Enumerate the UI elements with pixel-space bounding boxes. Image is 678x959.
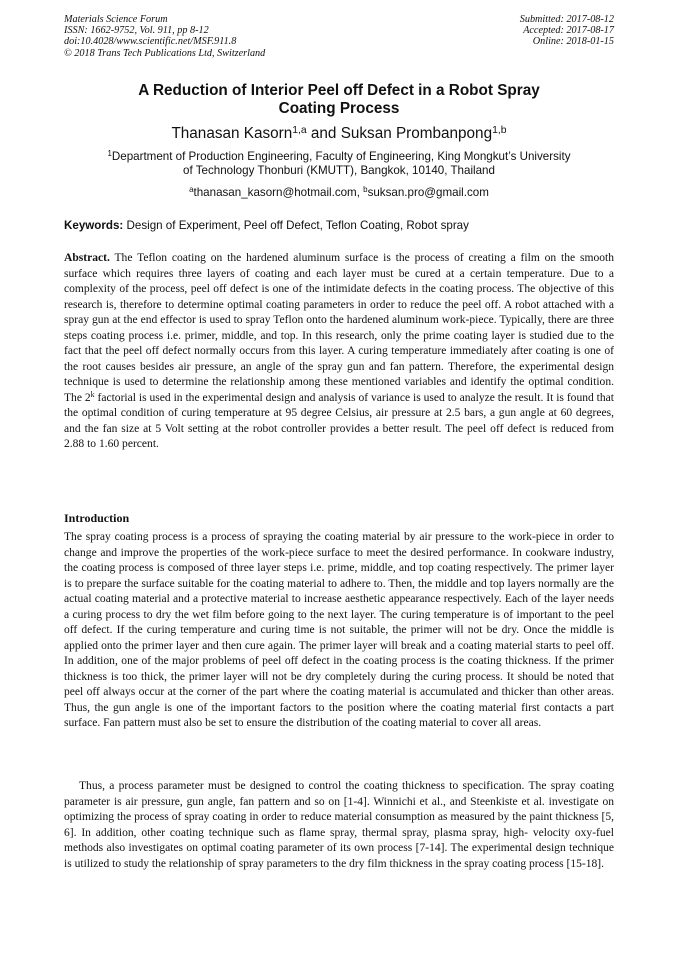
introduction-paragraph-2: Thus, a process parameter must be designed to control the coating thickness to specification. The spray coating parameter is air pressure, gun angle, fan pattern and so on [1-4]. Winnichi et al., and Steenkiste et al. investigate on optimizing the process of spray coating in order to reduce material consumption as measured by the paint thickness [5, 6]. In addition, other coating technique such as flame spray, thermal spray, plasma spray, high- velocity oxy-fuel methods also investigates on optimal coating parameter of its own process [7-14]. The experimental design technique is utilized to study the relationship of spray parameters to the dry film thickness in the spray coating process [15-18]. bbox=[64, 780, 614, 870]
journal-info bbox=[64, 14, 265, 59]
author-list bbox=[64, 125, 614, 143]
author-2-affiliation-mark: 1,b bbox=[492, 124, 507, 136]
affiliation-mark: 1 bbox=[107, 149, 112, 159]
author-1-affiliation-mark: 1,a bbox=[292, 124, 307, 136]
introduction-paragraph-1: The spray coating process is a process of spraying the coating material by air pressure to the work-piece in order to change and improve the properties of the work-piece surface to meet the desired performance. In cookware industry, the coating process is composed of three layer steps i.e. prime, middle, and top coating respectively. The primer layer is to prepare the surface suitable for the coating material to adhere to. Then, the middle and top layers normally are the actual coating material and a protective material to increase aesthetic appearance respectively. Each of the layer needs a curing process to dry the wet film before going to the next layer. The curing temperature is of important to the peel off defect. If the curing temperature and curing time is not suitable, the primer will not be dry. Once the middle is applied onto the primer layer and then cure again. The primer layer will break and a coating material starts to peel off. In addition, one of the major problems of peel off defect in the coating process is the coating thickness. If the primer thickness is too thick, the primer layer will not be dry completely during the curing process. It should be noted that peel off always occur at the corner of the part where the coating material is accumulated and thicker than other areas. Thus, the gun angle is one of the important factors to the position where the coating material first contacts a part surface. Fan pattern must also be set to ensure the distribution of the coating material to cover all areas. bbox=[64, 531, 614, 729]
affiliation-line-2: of Technology Thonburi (KMUTT), Bangkok, 10140, Thailand bbox=[183, 164, 495, 177]
submission-dates bbox=[520, 14, 614, 48]
keywords bbox=[64, 219, 614, 233]
keywords-label: Keywords: bbox=[64, 219, 124, 232]
journal-name: Materials Science Forum bbox=[64, 14, 168, 25]
doi: doi:10.4028/www.scientific.net/MSF.911.8 bbox=[64, 36, 237, 48]
keywords-text: Design of Experiment, Peel off Defect, Teflon Coating, Robot spray bbox=[123, 219, 469, 232]
online-date: Online: 2018-01-15 bbox=[532, 36, 614, 48]
introduction-heading: Introduction bbox=[64, 511, 130, 525]
affiliation-line-1: Department of Production Engineering, Faculty of Engineering, King Mongkut’s University bbox=[111, 150, 571, 163]
author-emails bbox=[64, 186, 614, 200]
abstract-label: Abstract. bbox=[64, 252, 110, 264]
email-mark-a: a bbox=[189, 185, 194, 195]
accepted-date: Accepted: 2017-08-17 bbox=[523, 25, 614, 37]
issn-volume: ISSN: 1662-9752, Vol. 911, pp 8-12 bbox=[64, 25, 209, 37]
abstract-text-1: The Teflon coating on the hardened aluminum surface is the process of creating a film on the smooth surface which requires three layers of coating and each layer must be cured at a certain temperature. Due to a complexity of the process, peel off defect is one of the intimidate defects in the coating process. The objective of this research is, therefore to determine optimal coating parameters in order to reduce the peel off. A robot attached with a spray gun at the end effector is used to spray Teflon onto the hardened aluminum work-piece. Typically, there are three steps coating process i.e. primer, middle, and top. In this research, only the prime coating layer is studied due to the fact that the peel off defect normally occurs from this layer. A curing temperature immediately after coating is one of the root causes besides air pressure, an angle of the spray gun and fan pattern. Therefore, the experimental design technique is used to determine the relationship among these mentioned variables and identify the optimal condition. The 2 bbox=[64, 252, 614, 404]
title-line-2: Coating Process bbox=[278, 100, 400, 117]
author-1: Thanasan Kasorn bbox=[171, 125, 293, 142]
paper-title bbox=[64, 82, 614, 118]
abstract bbox=[64, 251, 614, 453]
affiliation bbox=[64, 150, 614, 178]
title-line-1: A Reduction of Interior Peel off Defect in a Robot Spray bbox=[138, 82, 540, 99]
author-conjunction: and bbox=[306, 125, 341, 142]
email-mark-b: b bbox=[363, 185, 368, 195]
email-author-2[interactable]: suksan.pro@gmail.com bbox=[367, 186, 489, 199]
author-2: Suksan Prombanpong bbox=[340, 125, 493, 142]
copyright: © 2018 Trans Tech Publications Ltd, Switzerland bbox=[64, 47, 266, 59]
abstract-superscript: k bbox=[90, 389, 95, 399]
email-author-1[interactable]: thanasan_kasorn@hotmail.com, bbox=[193, 186, 364, 199]
submitted-date: Submitted: 2017-08-12 bbox=[519, 14, 614, 25]
abstract-text-2: factorial is used in the experimental design and analysis of variance is used to analyze the result. It is found that the optimal condition of curing temperature at 95 degree Celsius, air pressure at 2.5 bars, a gun angle at 60 degrees, and the fan size at 5 Volt setting at the robot controller provides a better result. The peel off defect is reduced from 2.88 to 1.60 percent. bbox=[64, 391, 614, 450]
